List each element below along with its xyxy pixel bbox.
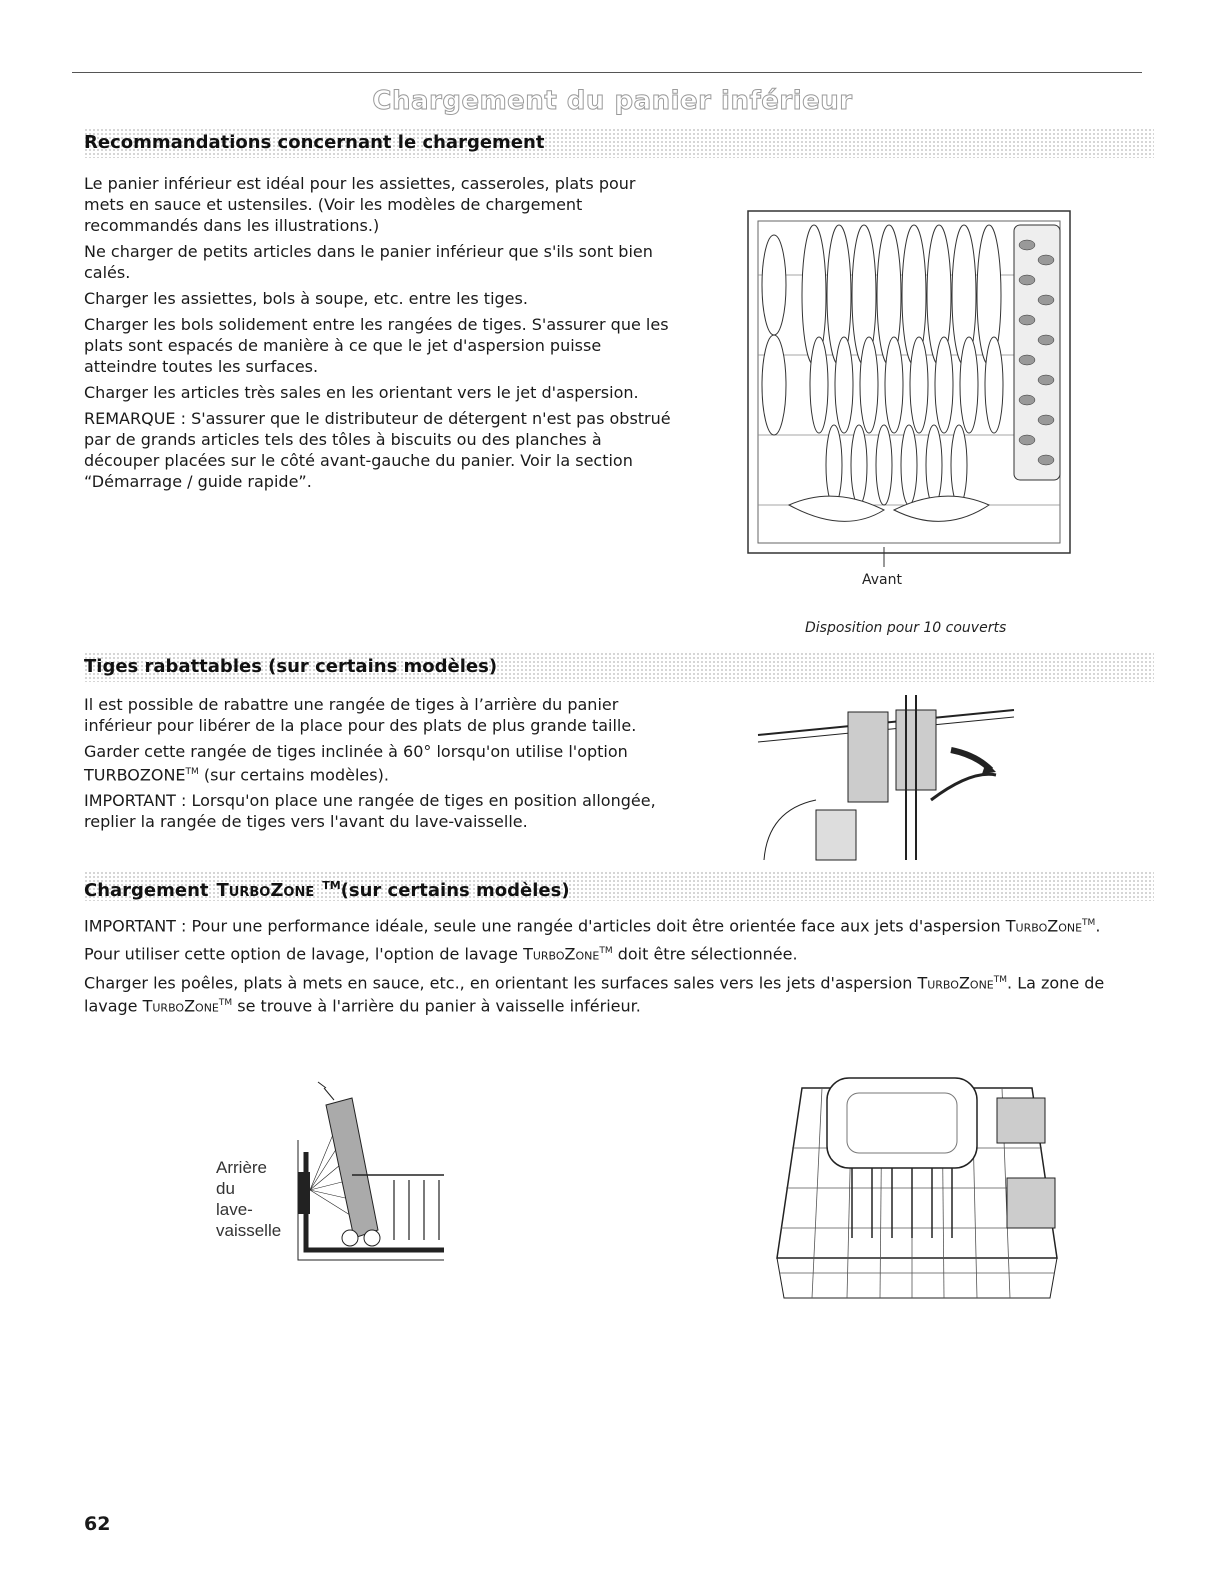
paragraph: Ne charger de petits articles dans le panier inférieur que s'ils sont bien calés.	[84, 242, 653, 282]
section-heading-fold-tines: Tiges rabattables (sur certains modèles)	[84, 652, 1154, 682]
label-rear-of-dishwasher: Arrière du lave- vaisselle	[216, 1158, 282, 1240]
section-heading-turbozone: ChargementTurboZone ™(sur certains modèles)	[84, 871, 1154, 901]
label-front: Avant	[862, 572, 902, 588]
paragraph: IMPORTANT : Lorsqu'on place une rangée de tiges en position allongée, replier la rangée de tiges vers l'avant du lave-vaisselle.	[84, 791, 656, 832]
paragraph: Garder cette rangée de tiges inclinée à 60° lorsqu'on utilise l'option TURBOZONE™ (sur certains modèles).	[84, 742, 628, 785]
paragraph: Charger les poêles, plats à mets en sauce, etc., en orientant les surfaces sales vers les jets d'aspersion TurboZone™. La zone de lavage TurboZone™ se trouve à l'arrière du panier à vaisselle inférieur.	[84, 972, 1105, 1016]
turbozone-text	[84, 913, 1129, 1021]
paragraph: Il est possible de rabattre une rangée de tiges à l’arrière du panier inférieur pour libérer de la place pour des plats de plus grande taille.	[84, 695, 637, 735]
paragraph: Le panier inférieur est idéal pour les assiettes, casseroles, plats pour mets en sauce et ustensiles. (Voir les modèles de chargement recommandés dans les illustrations.)	[84, 174, 636, 235]
paragraph: IMPORTANT : Pour une performance idéale, seule une rangée d'articles doit être orientée face aux jets d'aspersion TurboZone™.	[84, 916, 1101, 936]
page-number: 62	[84, 1513, 111, 1535]
paragraph: Charger les bols solidement entre les rangées de tiges. S'assurer que les plats sont espacés de manière à ce que le jet d'aspersion puisse atteindre toutes les surfaces.	[84, 315, 669, 376]
recommendations-text	[84, 173, 674, 497]
paragraph: Charger les articles très sales en les orientant vers le jet d'aspersion.	[84, 383, 639, 402]
turbozone-side-view-illustration	[294, 1080, 449, 1270]
paragraph: Charger les assiettes, bols à soupe, etc. entre les tiges.	[84, 289, 528, 308]
paragraph: Pour utiliser cette option de lavage, l'option de lavage TurboZone™ doit être sélectionnée.	[84, 944, 798, 964]
figure-caption: Disposition pour 10 couverts	[805, 620, 1007, 636]
paragraph: REMARQUE : S'assurer que le distributeur de détergent n'est pas obstrué par de grands articles tels des tôles à biscuits ou des planches à découper placées sur le côté avant-gauche du panier. Voir la section “Démarrage / guide rapide”.	[84, 409, 671, 491]
turbozone-rack-illustration	[772, 1068, 1062, 1308]
top-rule	[72, 72, 1142, 73]
fold-tines-illustration	[756, 690, 1016, 862]
lower-rack-loading-illustration	[744, 205, 1074, 570]
fold-tines-text	[84, 694, 684, 837]
section-heading-recommendations: Recommandations concernant le chargement	[84, 128, 1154, 158]
page-title: Chargement du panier inférieur	[372, 86, 853, 116]
